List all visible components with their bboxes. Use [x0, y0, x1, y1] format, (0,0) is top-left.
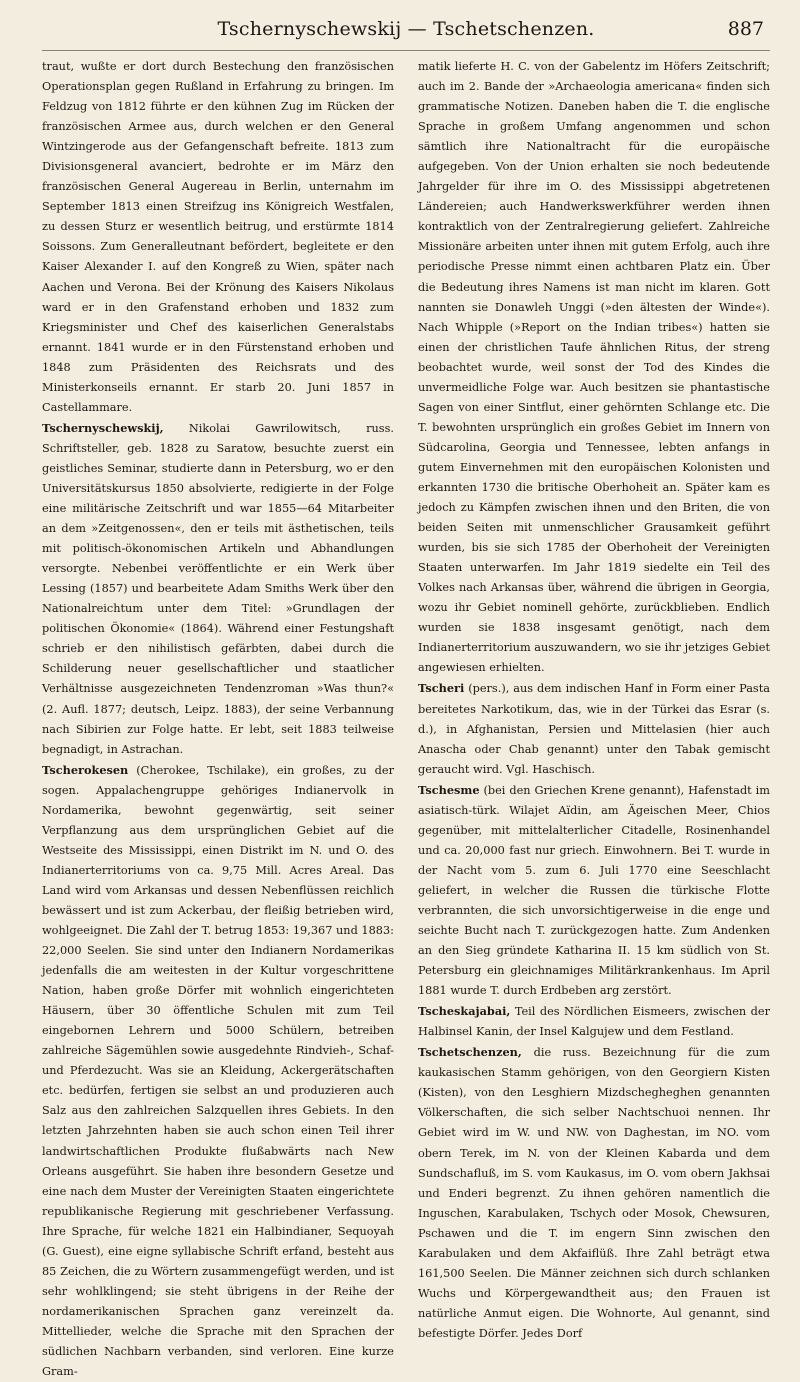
page-number: 887: [727, 18, 764, 40]
entry-tscheri: [418, 678, 770, 779]
entry-continuation: traut, wußte er dort durch Bestechung den französischen Operationsplan gegen Rußland in Erfahrung zu bringen. Im Feldzug von 1812 führte er den kühnen Zug im Rücken der französischen Armee aus, durch welchen er den General Wintzingerode aus der Gefangenschaft befreite. 1813 zum Divisionsgeneral avanciert, bedrohte er im März den französischen General Augereau in Berlin, unternahm im September 1813 einen Streifzug ins Königreich Westfalen, zu dessen Sturz er wesentlich beitrug, und erstürmte 1814 Soissons. Zum Generalleutnant befördert, begleitete er den Kaiser Alexander I. auf den Kongreß zu Wien, später nach Aachen und Verona. Bei der Krönung des Kaisers Nikolaus ward er in den Grafenstand erhoben und 1832 zum Kriegsminister und Chef des kaiserlichen Generalstabs ernannt. 1841 wurde er in den Fürstenstand erhoben und 1848 zum Präsidenten des Reichsrats und des Ministerkonseils ernannt. Er starb 20. Juni 1857 in Castellammare.: [42, 60, 394, 414]
page-header: [42, 10, 770, 51]
entry-headword: Tscherokesen: [42, 762, 129, 777]
entry-headword: Tscheri: [418, 681, 465, 696]
right-column: [418, 57, 770, 1382]
entry-text: (bei den Griechen Krene genannt), Hafenstadt im asiatisch-türk. Wilajet Aïdin, am Ägeischen Meer, Chios gegenüber, mit mittelalterlicher Citadelle, Rosinenhandel und ca. 20,000 fast nur griech. Einwohnern. Bei T. wurde in der Nacht vom 5. zum 6. Juli 1770 eine Seeschlacht geliefert, in welcher die Russen die türkische Flotte verbrannten, die sich unvorsichtigerweise in die enge und seichte Bucht nach T. zurückgezogen hatte. Zum Andenken an den Sieg gründete Katharina II. 15 km südlich von St. Petersburg ein gleichnamiges Militärkrankenhaus. Im April 1881 wurde T. durch Erdbeben arg zerstört.: [418, 783, 770, 998]
entry-tscherokesen: [42, 760, 394, 1382]
entry-headword: Tschernyschewskij,: [42, 420, 164, 435]
entry-text: die russ. Bezeichnung für die zum kaukasischen Stamm gehörigen, von den Georgiern Kisten (Kisten), von den Lesghiern Mizdschegheghen genannten Völkerschaften, die sich selber Nachtschuoi nennen. Ihr Gebiet wird im W. und NW. von Daghestan, im NO. vom obern Terek, im N. von der Kleinen Kabarda und dem Sundschafluß, im S. vom Kaukasus, im O. vom obern Jakhsai und Enderi begrenzt. Zu ihnen gehören namentlich die Inguschen, Karabulaken, Tschych oder Mosok, Chewsuren, Pschawen und die T. im engern Sinn zwischen den Karabulaken und dem Akfaiflüß. Ihre Zahl beträgt etwa 161,500 Seelen. Die Männer zeichnen sich durch schlanken Wuchs und Körpergewandtheit aus; den Frauen ist natürliche Anmut eigen. Die Wohnorte, Aul genannt, sind befestigte Dörfer. Jedes Dorf: [418, 1046, 770, 1340]
text-columns: [42, 57, 770, 1382]
left-column: [42, 57, 394, 1382]
entry-text: (Cherokee, Tschilake), ein großes, zu der sogen. Appalachengruppe gehöriges Indianervolk in Nordamerika, bewohnt gegenwärtig, seit seiner Verpflanzung aus dem ursprünglichen Gebiet auf die Westseite des Mississippi, einen Distrikt im N. und O. des Indianerterritoriums von ca. 9,75 Mill. Acres Areal. Das Land wird vom Arkansas und dessen Nebenflüssen reichlich bewässert und ist zum Ackerbau, der fleißig betrieben wird, wohlgeeignet. Die Zahl der T. betrug 1853: 19,367 und 1883: 22,000 Seelen. Sie sind unter den Indianern Nordamerikas jedenfalls die am weitesten in der Kultur vorgeschrittene Nation, haben große Dörfer mit wohnlich eingerichteten Häusern, über 30 öffentliche Schulen mit zum Teil eingebornen Lehrern und 5000 Schülern, betreiben zahlreiche Sägemühlen sowie ausgedehnte Rindvieh-, Schaf- und Pferdezucht. Was sie an Kleidung, Ackergerätschaften etc. bedürfen, fertigen sie selbst an und produzieren auch Salz aus den zahlreichen Salzquellen ihres Gebiets. In den letzten Jahrzehnten haben sie auch schon einen Teil ihrer landwirtschaftlichen Produkte flußabwärts nach New Orleans ausgeführt. Sie haben ihre besondern Gesetze und eine nach dem Muster der Vereinigten Staaten eingerichtete republikanische Regierung mit geschriebener Verfassung. Ihre Sprache, für welche 1821 ein Halbindianer, Sequoyah (G. Guest), eine eigne syllabische Schrift erfand, besteht aus 85 Zeichen, die zu Wörtern zusammengefügt werden, und ist sehr wohlklingend; sie steht übrigens in der Reihe der nordamerikanischen Sprachen ganz vereinzelt da. Mittellieder, welche die Sprache mit den Sprachen der südlichen Nachbarn verbanden, sind verloren. Eine kurze Gram-: [42, 763, 394, 1379]
entry-text: Teil des Nördlichen Eismeers, zwischen der Halbinsel Kanin, der Insel Kalgujew und dem Festland.: [418, 1005, 770, 1039]
entry-headword: Tschesme: [418, 782, 480, 797]
entry-headword: Tscheskajabai,: [418, 1004, 511, 1019]
entry-text: (pers.), aus dem indischen Hanf in Form einer Pasta bereitetes Narkotikum, das, wie in der Türkei das Esrar (s. d.), in Afghanistan, Persien und Mittelasien (hier auch Anascha oder Chab genannt) unter den Tabak gemischt geraucht wird. Vgl. Haschisch.: [418, 682, 770, 776]
running-title: Tschernyschewskij — Tschetschenzen.: [217, 18, 595, 40]
entry-tschernyschewskij: [42, 418, 394, 760]
entry-headword: Tschetschenzen,: [418, 1045, 522, 1060]
entry-tschetschenzen: [418, 1042, 770, 1344]
entry-text: Nikolai Gawrilowitsch, russ. Schriftsteller, geb. 1828 zu Saratow, besuchte zuerst ein geistliches Seminar, studierte dann in Petersburg, wo er den Universitätskursus 1850 absolvierte, redigierte in der Folge eine militärische Zeitschrift und war 1855—64 Mitarbeiter an dem »Zeitgenossen«, den er teils mit ästhetischen, teils mit politisch-ökonomischen Artikeln und Abhandlungen versorgte. Nebenbei veröffentlichte er ein Werk über Lessing (1857) und bearbeitete Adam Smiths Werk über den Nationalreichtum unter dem Titel: »Grundlagen der politischen Ökonomie« (1864). Während einer Festungshaft schrieb er den nihilistisch gefärbten, dabei durch die Schilderung neuer gesellschaftlicher und staatlicher Verhältnisse ausgezeichneten Tendenzroman »Was thun?« (2. Aufl. 1877; deutsch, Leipz. 1883), der seine Verbannung nach Sibirien zur Folge hatte. Er lebt, seit 1883 teilweise begnadigt, in Astrachan.: [42, 421, 394, 756]
entry-tscheskajabai: [418, 1001, 770, 1042]
entry-continuation: matik lieferte H. C. von der Gabelentz im Höfers Zeitschrift; auch im 2. Bande der »Archaeologia americana« finden sich grammatische Notizen. Daneben haben die T. die englische Sprache in großem Umfang angenommen und schon sämtlich ihre Nationaltracht für die europäische aufgegeben. Von der Union erhalten sie noch bedeutende Jahrgelder für ihre im O. des Mississippi abgetretenen Ländereien; auch Handwerkswerkführer werden ihnen kontraktlich von der Zentralregierung geliefert. Zahlreiche Missionäre arbeiten unter ihnen mit gutem Erfolg, auch ihre periodische Presse nimmt einen achtbaren Platz ein. Über die Bedeutung ihres Namens ist man nicht im klaren. Gott nannten sie Donawleh Unggi (»den ältesten der Winde«). Nach Whipple (»Report on the Indian tribes«) hatten sie einen der christlichen Taufe ähnlichen Ritus, der streng beobachtet wurde, weil sonst der Tod des Kindes die unvermeidliche Folge war. Auch besitzen sie phantastische Sagen von einer Sintflut, einer gehörnten Schlange etc. Die T. bewohnten ursprünglich ein großes Gebiet im Innern von Südcarolina, Georgia und Tennessee, lebten anfangs in gutem Einvernehmen mit den europäischen Kolonisten und erkannten 1730 die britische Oberhoheit an. Später kam es jedoch zu Kämpfen zwischen ihnen und den Briten, die von beiden Seiten mit unmenschlicher Grausamkeit geführt wurden, bis sie sich 1785 der Oberhoheit der Vereinigten Staaten unterwarfen. Im Jahr 1819 siedelte ein Teil des Volkes nach Arkansas über, während die übrigen in Georgia, wozu ihr Gebiet nominell gehörte, zurückblieben. Endlich wurden sie 1838 insgesamt genötigt, nach dem Indianerterritorium auszuwandern, wo sie ihr jetziges Gebiet angewiesen erhielten.: [418, 60, 770, 675]
entry-tschesme: [418, 780, 770, 1002]
